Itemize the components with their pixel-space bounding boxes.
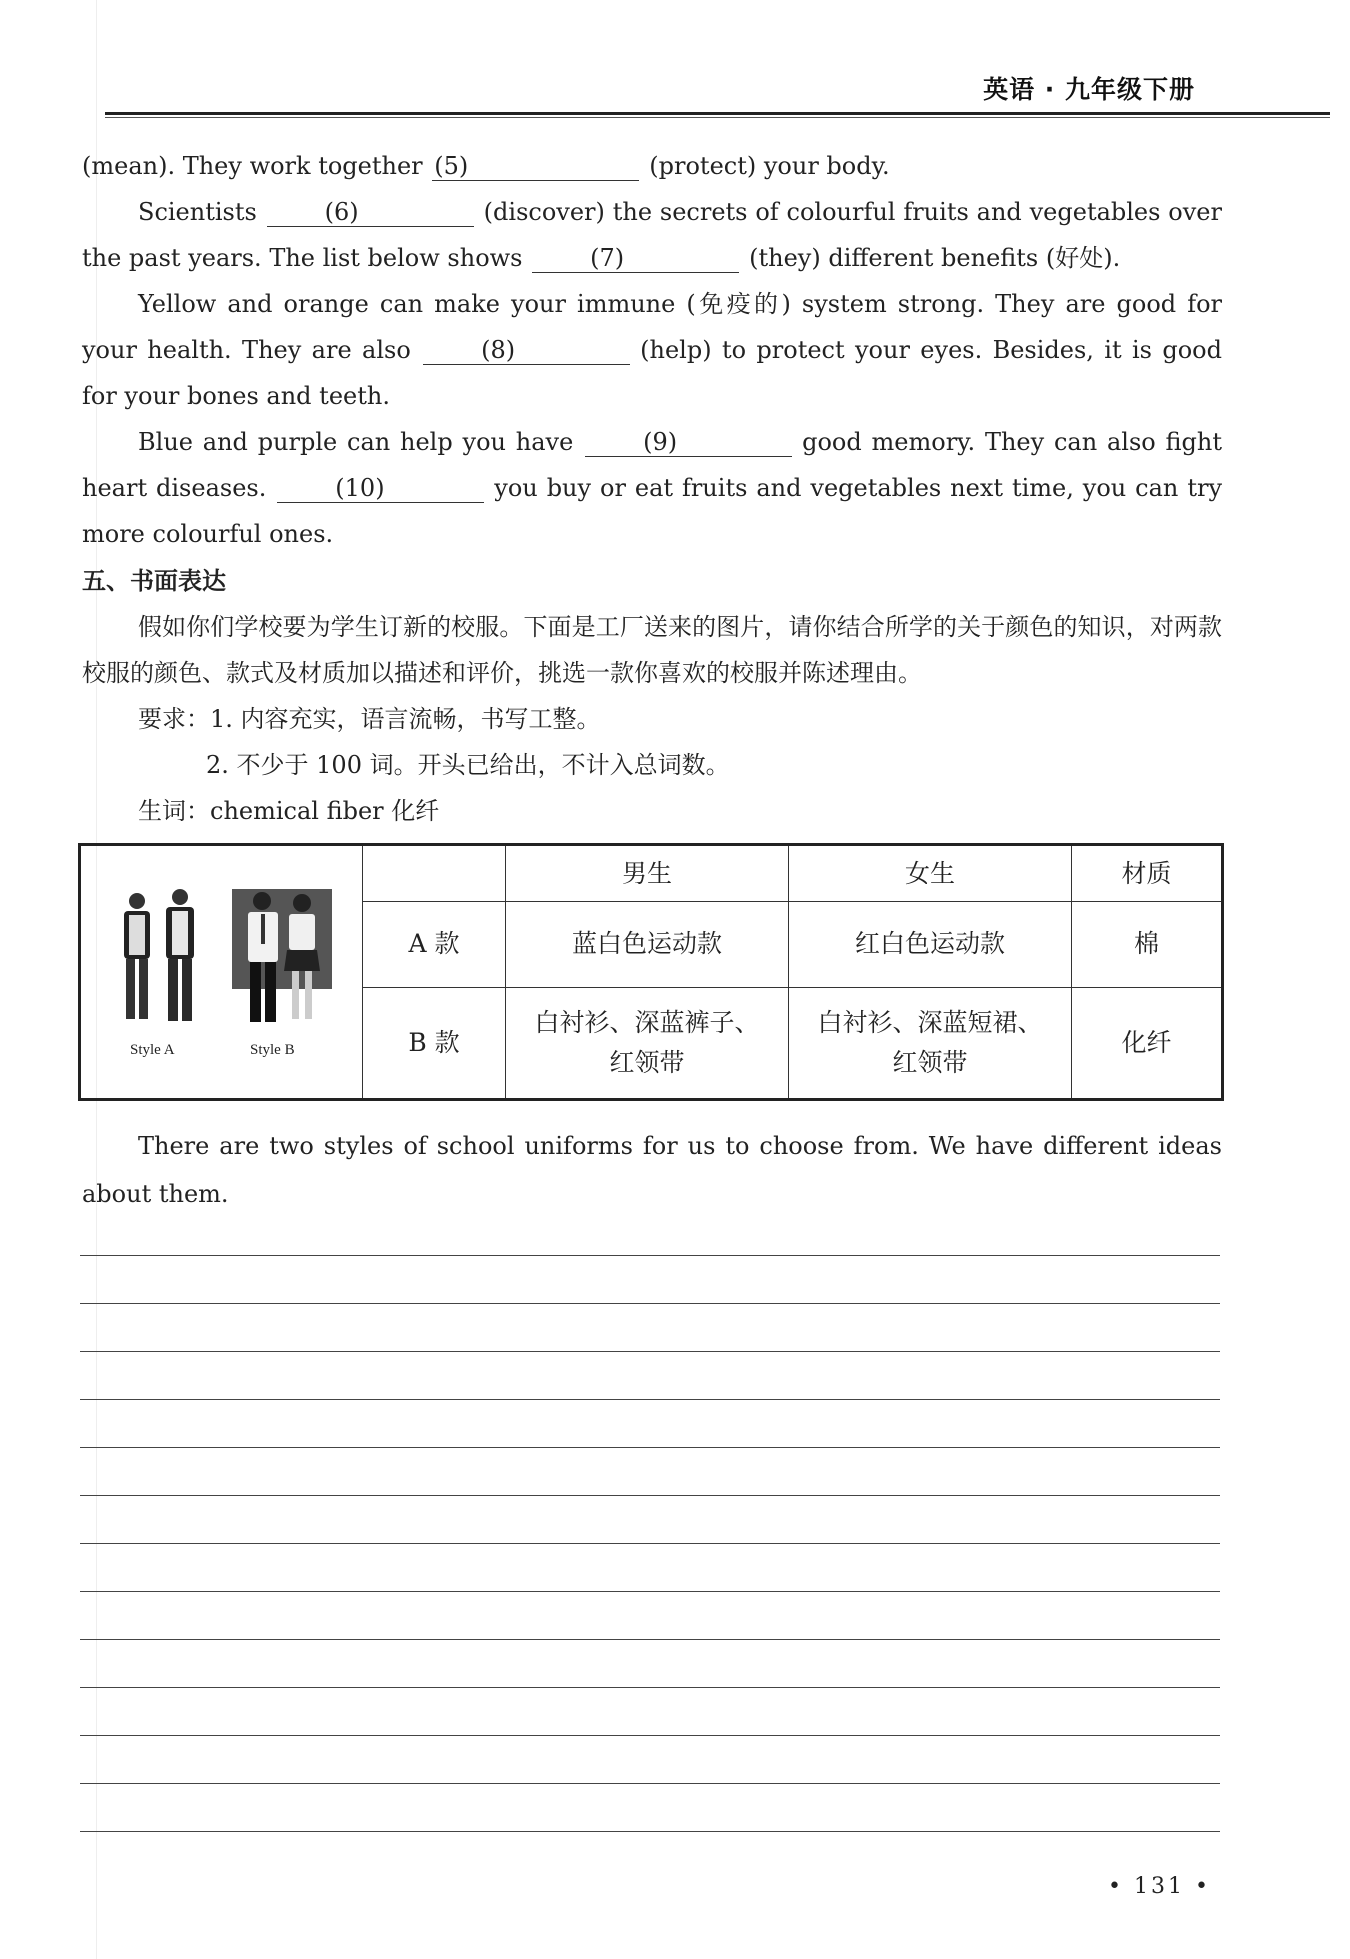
writing-section [82, 558, 1222, 834]
passage-text: (discover) the secrets of colourful fruits and vegetables over the past years. The list below shows [82, 198, 1222, 272]
passage-text: (mean). They work together [82, 152, 431, 180]
writing-line[interactable] [80, 1399, 1220, 1400]
writing-line[interactable] [80, 1447, 1220, 1448]
writing-line[interactable] [80, 1303, 1220, 1304]
blank-number: (5) [434, 152, 469, 180]
passage-text: (protect) your body. [649, 152, 890, 180]
requirement-2: 2. 不少于 100 词。开头已给出，不计入总词数。 [206, 751, 730, 779]
row-girls-cell: 红白色运动款 [789, 902, 1072, 988]
page-number: • 131 • [1108, 1874, 1211, 1899]
section-title: 五、书面表达 [82, 567, 226, 595]
blank-number: (10) [335, 474, 385, 502]
passage-text: Blue and purple can help you have [138, 428, 584, 456]
answer-blank-7[interactable] [532, 244, 739, 273]
passage [82, 143, 1222, 557]
row-material-cell: 化纤 [1072, 987, 1223, 1099]
row-boys-cell: 蓝白色运动款 [506, 902, 789, 988]
table-header-boys: 男生 [506, 845, 789, 902]
passage-line-a [82, 143, 1222, 189]
writing-line[interactable] [80, 1591, 1220, 1592]
blank-number: (7) [590, 244, 625, 272]
passage-paragraph-2 [82, 189, 1222, 281]
vocabulary-note: 生词：chemical fiber 化纤 [138, 797, 440, 825]
table-header-cell [363, 845, 506, 902]
row-boys-cell: 白衬衫、深蓝裤子、红领带 [506, 987, 789, 1099]
passage-text: you buy or eat fruits and vegetables next time, you can try more colourful ones. [82, 474, 1222, 548]
passage-text: Yellow and orange can make your immune (免疫的) system strong. They are good for your health. They are also [82, 290, 1222, 364]
opening-sentence: There are two styles of school uniforms for us to choose from. We have different ideas about them. [82, 1132, 1222, 1208]
writing-prompt: 假如你们学校要为学生订新的校服。下面是工厂送来的图片，请你结合所学的关于颜色的知识，对两款校服的颜色、款式及材质加以描述和评价，挑选一款你喜欢的校服并陈述理由。 [82, 613, 1222, 687]
table-header-material: 材质 [1072, 845, 1223, 902]
writing-line[interactable] [80, 1687, 1220, 1688]
header-rule [105, 112, 1330, 115]
passage-paragraph-4 [82, 419, 1222, 557]
uniform-table [78, 843, 1224, 1101]
writing-line[interactable] [80, 1255, 1220, 1256]
blank-number: (8) [481, 336, 516, 364]
passage-paragraph-3 [82, 281, 1222, 419]
answer-blank-6[interactable] [267, 198, 474, 227]
writing-line[interactable] [80, 1495, 1220, 1496]
writing-line[interactable] [80, 1351, 1220, 1352]
style-b-photo [232, 889, 332, 1029]
writing-line[interactable] [80, 1543, 1220, 1544]
blank-number: (6) [324, 198, 359, 226]
writing-line[interactable] [80, 1639, 1220, 1640]
passage-text: Scientists [138, 198, 265, 226]
writing-line[interactable] [80, 1735, 1220, 1736]
writing-line[interactable] [80, 1831, 1220, 1832]
answer-blank-8[interactable] [423, 336, 630, 365]
answer-blank-9[interactable] [585, 428, 792, 457]
header-title: 英语 · 九年级下册 [983, 75, 1195, 104]
answer-blank-10[interactable] [277, 474, 484, 503]
writing-line[interactable] [80, 1783, 1220, 1784]
uniform-photo-cell [80, 845, 363, 1100]
header-rule-thin [105, 117, 1330, 118]
passage-text: good memory. They can also fight heart diseases. [82, 428, 1223, 502]
row-girls-cell: 白衬衫、深蓝短裙、红领带 [789, 987, 1072, 1099]
row-style-label: B 款 [363, 987, 506, 1099]
blank-number: (9) [643, 428, 678, 456]
table-header-girls: 女生 [789, 845, 1072, 902]
style-a-photo [112, 889, 212, 1029]
row-material-cell: 棉 [1072, 902, 1223, 988]
style-a-label: Style A [130, 1042, 175, 1058]
passage-text: (help) to protect your eyes. Besides, it is good for your bones and teeth. [82, 336, 1222, 410]
passage-text: (they) different benefits (好处). [749, 244, 1121, 272]
style-b-label: Style B [250, 1042, 295, 1058]
requirement-1: 要求：1. 内容充实，语言流畅，书写工整。 [138, 705, 601, 733]
table-header-row [80, 845, 1223, 902]
row-style-label: A 款 [363, 902, 506, 988]
essay-opening [82, 1122, 1222, 1218]
answer-blank-5[interactable] [432, 152, 639, 181]
